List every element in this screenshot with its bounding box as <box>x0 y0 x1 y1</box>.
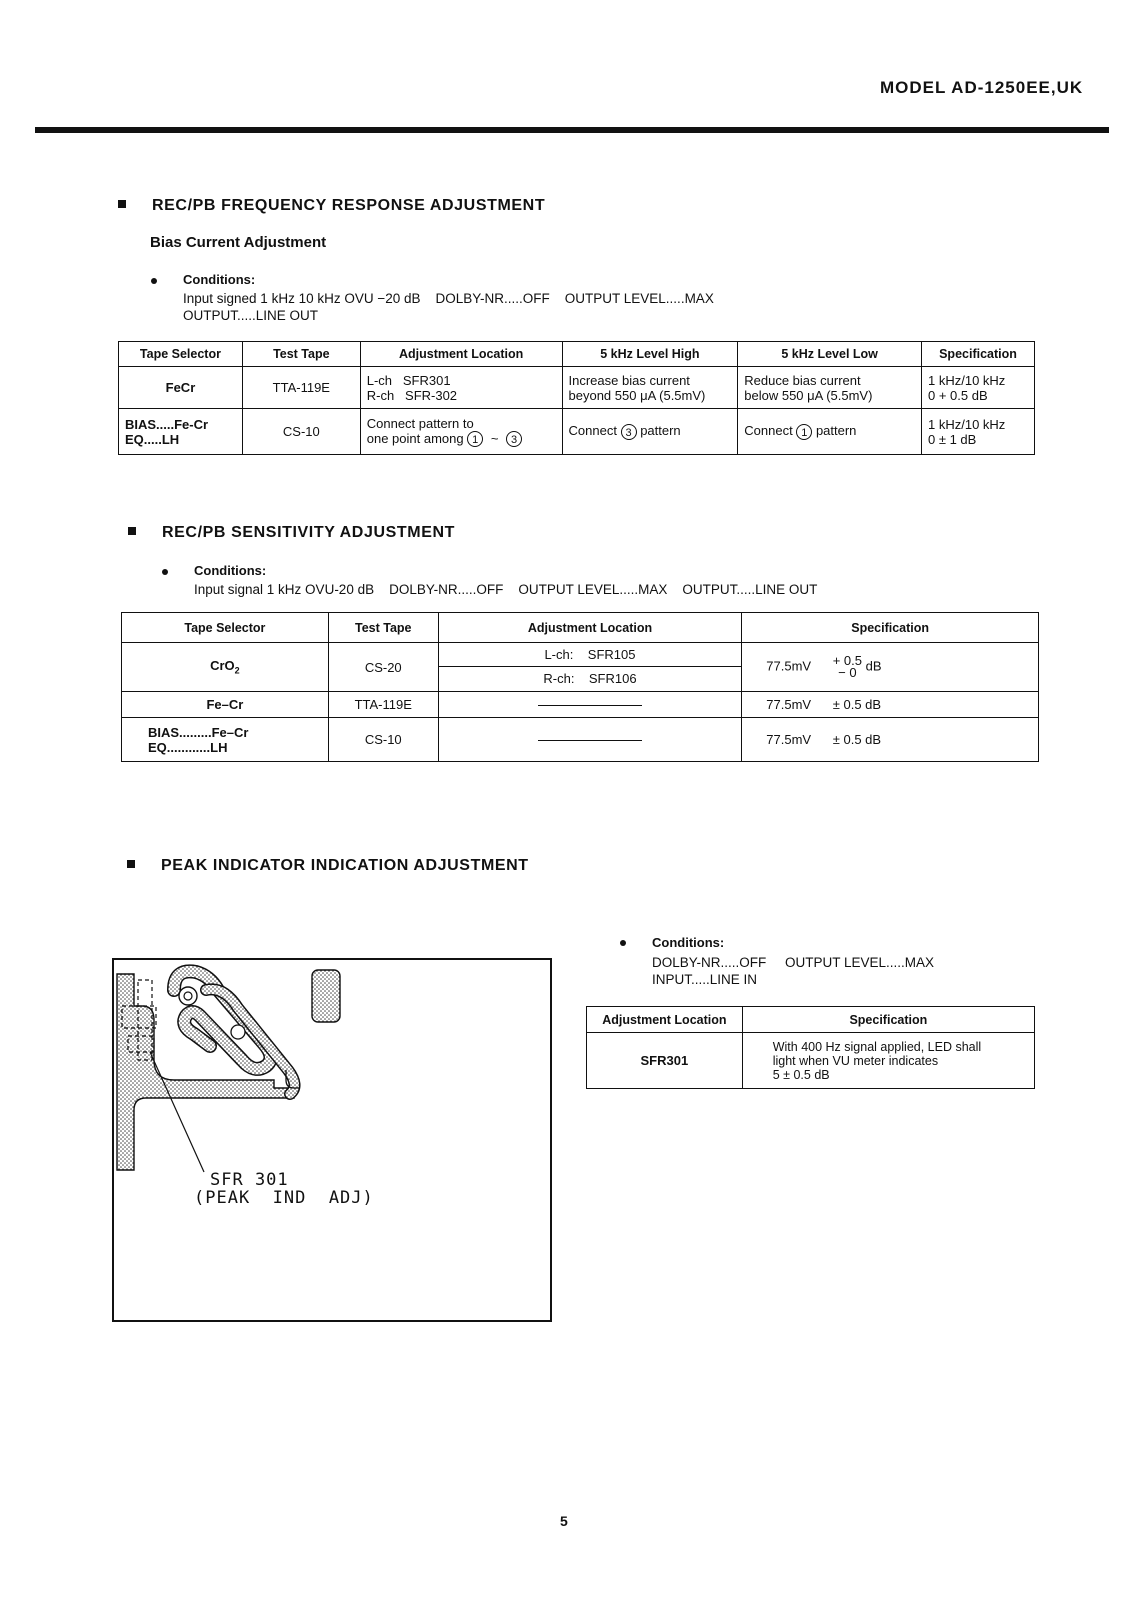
conditions-label: Conditions: <box>183 272 256 287</box>
cell-text: CrO <box>210 658 235 674</box>
cell-line: EQ............LH <box>148 739 228 755</box>
cell-line: R-ch: SFR106 <box>543 671 637 686</box>
table-row <box>122 692 1039 718</box>
table-row <box>122 718 1039 762</box>
column-header: Specification <box>742 613 1039 643</box>
conditions-line: INPUT.....LINE IN <box>652 972 758 987</box>
cell-line: 1 kHz/10 kHz <box>928 416 1006 432</box>
cell-tape-selector: FeCr <box>119 367 243 409</box>
cell-line: 1 kHz/10 kHz <box>928 372 1006 388</box>
peak-ind-adj-label: (PEAK IND ADJ) <box>194 1188 374 1208</box>
section-title-text: PEAK INDICATOR INDICATION ADJUSTMENT <box>161 857 529 874</box>
column-header: Test Tape <box>242 342 360 367</box>
table-header-row <box>587 1007 1035 1033</box>
cell-line <box>367 431 556 448</box>
pcb-trace-drawing <box>114 960 550 1320</box>
cell-adjustment-location <box>438 643 742 692</box>
circled-number-three-icon: 3 <box>506 431 522 447</box>
conditions-label: Conditions: <box>194 563 267 578</box>
cell-test-tape: CS-10 <box>242 409 360 455</box>
page-number: 5 <box>560 1513 568 1529</box>
section-peak-indicator-title <box>127 857 529 875</box>
square-bullet-icon <box>127 860 135 868</box>
model-title: MODEL AD-1250EE,UK <box>880 78 1084 97</box>
cell-line: beyond 550 μA (5.5mV) <box>568 387 706 403</box>
cell-adjustment-location: SFR301 <box>587 1033 743 1089</box>
cell-specification <box>922 367 1035 409</box>
cell-specification: 77.5mV ± 0.5 dB <box>742 692 1039 718</box>
cell-adjustment-location <box>360 409 562 455</box>
table-row <box>122 643 1039 692</box>
column-header: Adjustment Location <box>438 613 742 643</box>
cell-test-tape: CS-20 <box>328 643 438 692</box>
column-header: Adjustment Location <box>360 342 562 367</box>
cell-text: one point among <box>366 430 464 446</box>
table-row <box>587 1033 1035 1089</box>
cell-line: Reduce bias current <box>744 372 861 388</box>
tilde-symbol: ~ <box>490 430 499 446</box>
conditions-line: Input signed 1 kHz 10 kHz OVU −20 dB DOLBY-NR.....OFF OUTPUT LEVEL.....MAX <box>183 291 714 306</box>
circled-number-one-icon: 1 <box>796 424 812 440</box>
cell-text: Connect <box>744 423 793 439</box>
column-header: 5 kHz Level High <box>562 342 738 367</box>
square-bullet-icon <box>128 527 136 535</box>
column-header: Specification <box>742 1007 1034 1033</box>
cell-adjustment-location <box>438 692 742 718</box>
cell-tape-selector <box>119 409 243 455</box>
column-header: Tape Selector <box>122 613 329 643</box>
cell-tape-selector <box>122 643 329 692</box>
cell-line: L-ch SFR301 <box>366 372 451 388</box>
cell-line: 0 ± 1 dB <box>928 431 977 447</box>
bias-current-table <box>118 341 1035 455</box>
table-row <box>119 409 1035 455</box>
cell-text: dB <box>865 658 882 674</box>
column-header: 5 kHz Level Low <box>738 342 922 367</box>
sfr301-label: SFR 301 <box>210 1170 289 1190</box>
section-title-text: REC/PB FREQUENCY RESPONSE ADJUSTMENT <box>152 197 546 214</box>
section-title-text: REC/PB SENSITIVITY ADJUSTMENT <box>162 524 455 541</box>
cell-line: EQ.....LH <box>125 431 180 447</box>
table-header-row <box>119 342 1035 367</box>
subscript: 2 <box>234 665 240 676</box>
cell-specification <box>742 643 1039 692</box>
sensitivity-table <box>121 612 1039 762</box>
cell-test-tape: CS-10 <box>328 718 438 762</box>
cell-line: L-ch: SFR105 <box>439 643 742 667</box>
conditions-line: OUTPUT.....LINE OUT <box>183 308 319 323</box>
cell-test-tape: TTA-119E <box>328 692 438 718</box>
cell-line: BIAS.........Fe–Cr <box>148 724 249 740</box>
section-sensitivity-title <box>128 524 455 542</box>
cell-line: light when VU meter indicates <box>772 1053 939 1068</box>
column-header: Adjustment Location <box>587 1007 743 1033</box>
bias-current-subtitle: Bias Current Adjustment <box>150 234 327 251</box>
cell-line: BIAS.....Fe-Cr <box>125 416 209 432</box>
table-header-row <box>122 613 1039 643</box>
round-bullet-icon <box>151 278 157 284</box>
cell-line: Increase bias current <box>568 372 690 388</box>
cell-line: R-ch SFR-302 <box>366 387 458 403</box>
cell-adjustment-location <box>438 718 742 762</box>
cell-specification <box>742 1033 1034 1089</box>
column-header: Test Tape <box>328 613 438 643</box>
cell-level-low <box>738 409 922 455</box>
tolerance-minus: − 0 <box>838 665 857 680</box>
header-rule <box>35 127 1109 133</box>
column-header: Tape Selector <box>119 342 243 367</box>
cell-test-tape: TTA-119E <box>242 367 360 409</box>
cell-adjustment-location <box>360 367 562 409</box>
round-bullet-icon <box>620 940 626 946</box>
cell-line: With 400 Hz signal applied, LED shall <box>772 1039 982 1054</box>
cell-line: below 550 μA (5.5mV) <box>744 387 873 403</box>
tolerance-plus: + 0.5 <box>832 653 862 668</box>
cell-text: pattern <box>640 423 681 439</box>
cell-specification <box>922 409 1035 455</box>
conditions-label: Conditions: <box>652 935 725 950</box>
cell-tape-selector: Fe–Cr <box>122 692 329 718</box>
circled-number-three-icon: 3 <box>621 424 637 440</box>
cell-level-high <box>562 367 738 409</box>
cell-specification: 77.5mV ± 0.5 dB <box>742 718 1039 762</box>
pcb-diagram <box>112 958 552 1322</box>
column-header: Specification <box>922 342 1035 367</box>
square-bullet-icon <box>118 200 126 208</box>
cell-level-low <box>738 367 922 409</box>
section-freq-response-title <box>118 197 545 215</box>
cell-line: Connect pattern to <box>366 415 474 431</box>
circled-number-one-icon: 1 <box>467 431 483 447</box>
dash-line <box>538 740 642 741</box>
cell-line: 5 ± 0.5 dB <box>772 1067 830 1082</box>
tolerance-stack <box>833 655 862 679</box>
conditions-line: DOLBY-NR.....OFF OUTPUT LEVEL.....MAX <box>652 955 935 970</box>
cell-line: 0 + 0.5 dB <box>928 387 988 403</box>
cell-level-high <box>562 409 738 455</box>
dash-line <box>538 705 642 706</box>
table-row <box>119 367 1035 409</box>
cell-text: Connect <box>568 423 617 439</box>
cell-tape-selector <box>122 718 329 762</box>
cell-text: 77.5mV <box>766 658 812 674</box>
cell-text: pattern <box>815 423 857 439</box>
conditions-line: Input signal 1 kHz OVU-20 dB DOLBY-NR.....OFF OUTPUT LEVEL.....MAX OUTPUT.....LINE OUT <box>194 582 818 597</box>
round-bullet-icon <box>162 569 168 575</box>
peak-indicator-table <box>586 1006 1035 1089</box>
